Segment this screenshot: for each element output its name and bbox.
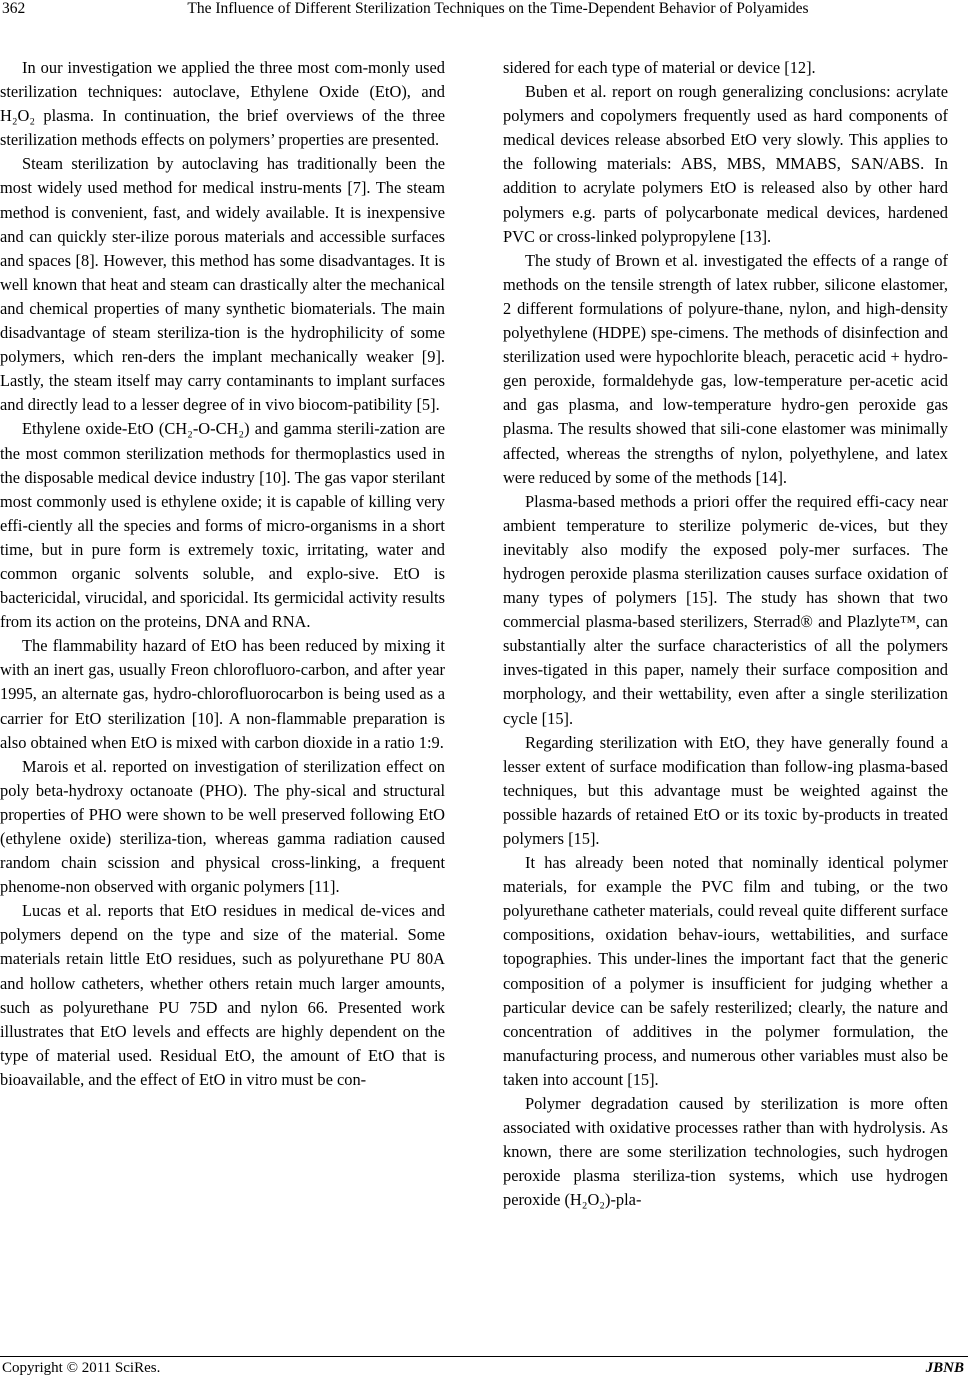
paragraph-ethylene-oxide: Ethylene oxide-EtO (CH₂-O-CH₂) and gamma sterili-zation are the most common sterilization methods for thermoplastics used in the disposable medical device industry [10]. The gas vapor sterilant most commonly used is ethylene oxide; it is capable of killing very effi-ciently all the species and forms of micro-organisms in a short time, but in pure form is extremely toxic, irritating, water and common organic solvents soluble, and explo-sive. EtO is bactericidal, virucidal, and sporicidal. Its germicidal activity results from its action on the proteins, DNA and RNA. (0, 419, 445, 632)
paragraph-continuation: sidered for each type of material or device [12]. (503, 58, 816, 77)
paragraph-sterilization-intro: In our investigation we applied the three most com-monly used sterilization techniques: autoclave, Ethylene Oxide (EtO), and H₂O₂ plasma. In continuation, the brief overviews of the three sterilization methods effects on polymers’ properties are presented. (0, 58, 445, 150)
right-column (503, 56, 948, 1213)
footer-rule (0, 1356, 968, 1357)
paragraph-marois: Marois et al. reported on investigation of sterilization effect on poly beta-hydroxy octanoate (PHO). The phy-sical and structural properties of PHO were shown to be well preserved following EtO (ethylene oxide) steriliza-tion, whereas gamma radiation caused random chain scission and physical cross-linking, a frequent phenome-non observed with organic polymers [11]. (0, 756, 445, 897)
paragraph-eto-surface: Regarding sterilization with EtO, they have generally found a lesser extent of surface modification than follow-ing plasma-based techniques, but this advantage must be weighted against the possible hazards of retained EtO or its toxic by-products in treated polymers [15]. (503, 732, 948, 848)
paragraph-polymer-degradation: Polymer degradation caused by sterilization is more often associated with oxidative processes rather than with hydrolysis. As known, there are some sterilization technologies, such hydrogen peroxide plasma steriliza-tion systems, which use hydrogen peroxide (H₂O₂)-pla- (503, 1094, 948, 1210)
left-column (0, 56, 445, 1092)
paragraph-lucas: Lucas et al. reports that EtO residues in medical de-vices and polymers depend on the type and size of the material. Some materials retain little EtO residues, such as polyurethane PU 80A and hollow catheters, whether others retain much larger amounts, such as polyurethane PU 75D and nylon 66. Presented work illustrates that EtO levels and effects are highly dependent on the type of material used. Residual EtO, the amount of EtO that is bioavailable, and the effect of EtO in vitro must be con- (0, 901, 445, 1089)
paragraph-steam-sterilization: Steam sterilization by autoclaving has traditionally been the most widely used method for medical instru-ments [7]. The steam method is convenient, fast, and widely available. It is inexpensive and can quickly ster-ilize porous materials and accessible surfaces and spaces [8]. However, this method has some disadvantages. It is well known that heat and steam can drastically alter the mechanical and chemical properties of many synthetic biomaterials. The main disadvantage of steam steriliza-tion is the hydrophilicity of some polymers, which ren-ders the implant mechanically weaker [9]. Lastly, the steam itself may carry contaminants to implant surfaces and directly lead to a lesser degree of in vivo biocom-patibility [5]. (0, 154, 445, 415)
paragraph-eto-flammability: The flammability hazard of EtO has been reduced by mixing it with an inert gas, usually Freon chlorofluoro-carbon, and after year 1995, an alternate gas, hydro-chlorofluorocarbon is being used as a carrier for EtO sterilization [10]. A non-flammable preparation is also obtained when EtO is mixed with carbon dioxide in a ratio 1:9. (0, 636, 445, 752)
copyright-notice: Copyright © 2011 SciRes. (2, 1360, 161, 1376)
journal-abbreviation: JBNB (925, 1360, 964, 1376)
paragraph-buben: Buben et al. report on rough generalizing conclusions: acrylate polymers and copolymers frequently used as hard components of medical devices release absorbed EtO very slowly. This applies to the following materials: ABS, MBS, MMABS, SAN/ABS. In addition to acrylate polymers EtO is released also by other hard polymers e.g. parts of polycarbonate medical devices, hardened PVC or cross-linked polypropylene [13]. (503, 82, 948, 246)
running-title: The Influence of Different Sterilization Techniques on the Time-Dependent Behavior of Polyamides (187, 0, 809, 17)
paragraph-plasma-methods: Plasma-based methods a priori offer the required effi-cacy near ambient temperature to sterilize polymeric de-vices, but they inevitably also modify the exposed poly-mer surfaces. The hydrogen peroxide plasma sterilization causes surface oxidation of many types of polymers [15]. The study has shown that two commercial plasma-based sterilizers, Sterrad® and Plazlyte™, can substantially alter the surface characteristics of all the polymers inves-tigated in this paper, namely their surface composition and morphology, and their wettability, even after a single sterilization cycle [15]. (503, 491, 948, 728)
paragraph-brown: The study of Brown et al. investigated the effects of a range of methods on the tensile strength of latex rubber, silicone elastomer, 2 different formulations of polyure-thane, nylon, and high-density polyethylene (HDPE) spe-cimens. The methods of disinfection and sterilization used were hypochlorite bleach, peracetic acid + hydro-gen peroxide, formaldehyde gas, low-temperature per-acetic acid and gas plasma, and low-temperature hydro-gen peroxide gas plasma. The results showed that sili-cone elastomer was minimally affected, whereas the strengths of nylon, polyethylene, and latex were reduced by some of the methods [14]. (503, 250, 948, 487)
page-number: 362 (2, 0, 26, 17)
paragraph-polymer-materials: It has already been noted that nominally identical polymer materials, for example the PVC film and tubing, or the two polyurethane catheter materials, could reveal quite different surface compositions, oxidation behav-iours, wettabilities, and surface topographies. This under-lines the important fact that the generic composition of a polymer is insufficient for judging whether a particular device can be safely resterilized; clearly, the nature and concentration of additives in the polymer formulation, the manufacturing process, and numerous other variables must also be taken into account [15]. (503, 853, 948, 1089)
page-header (0, 0, 968, 34)
